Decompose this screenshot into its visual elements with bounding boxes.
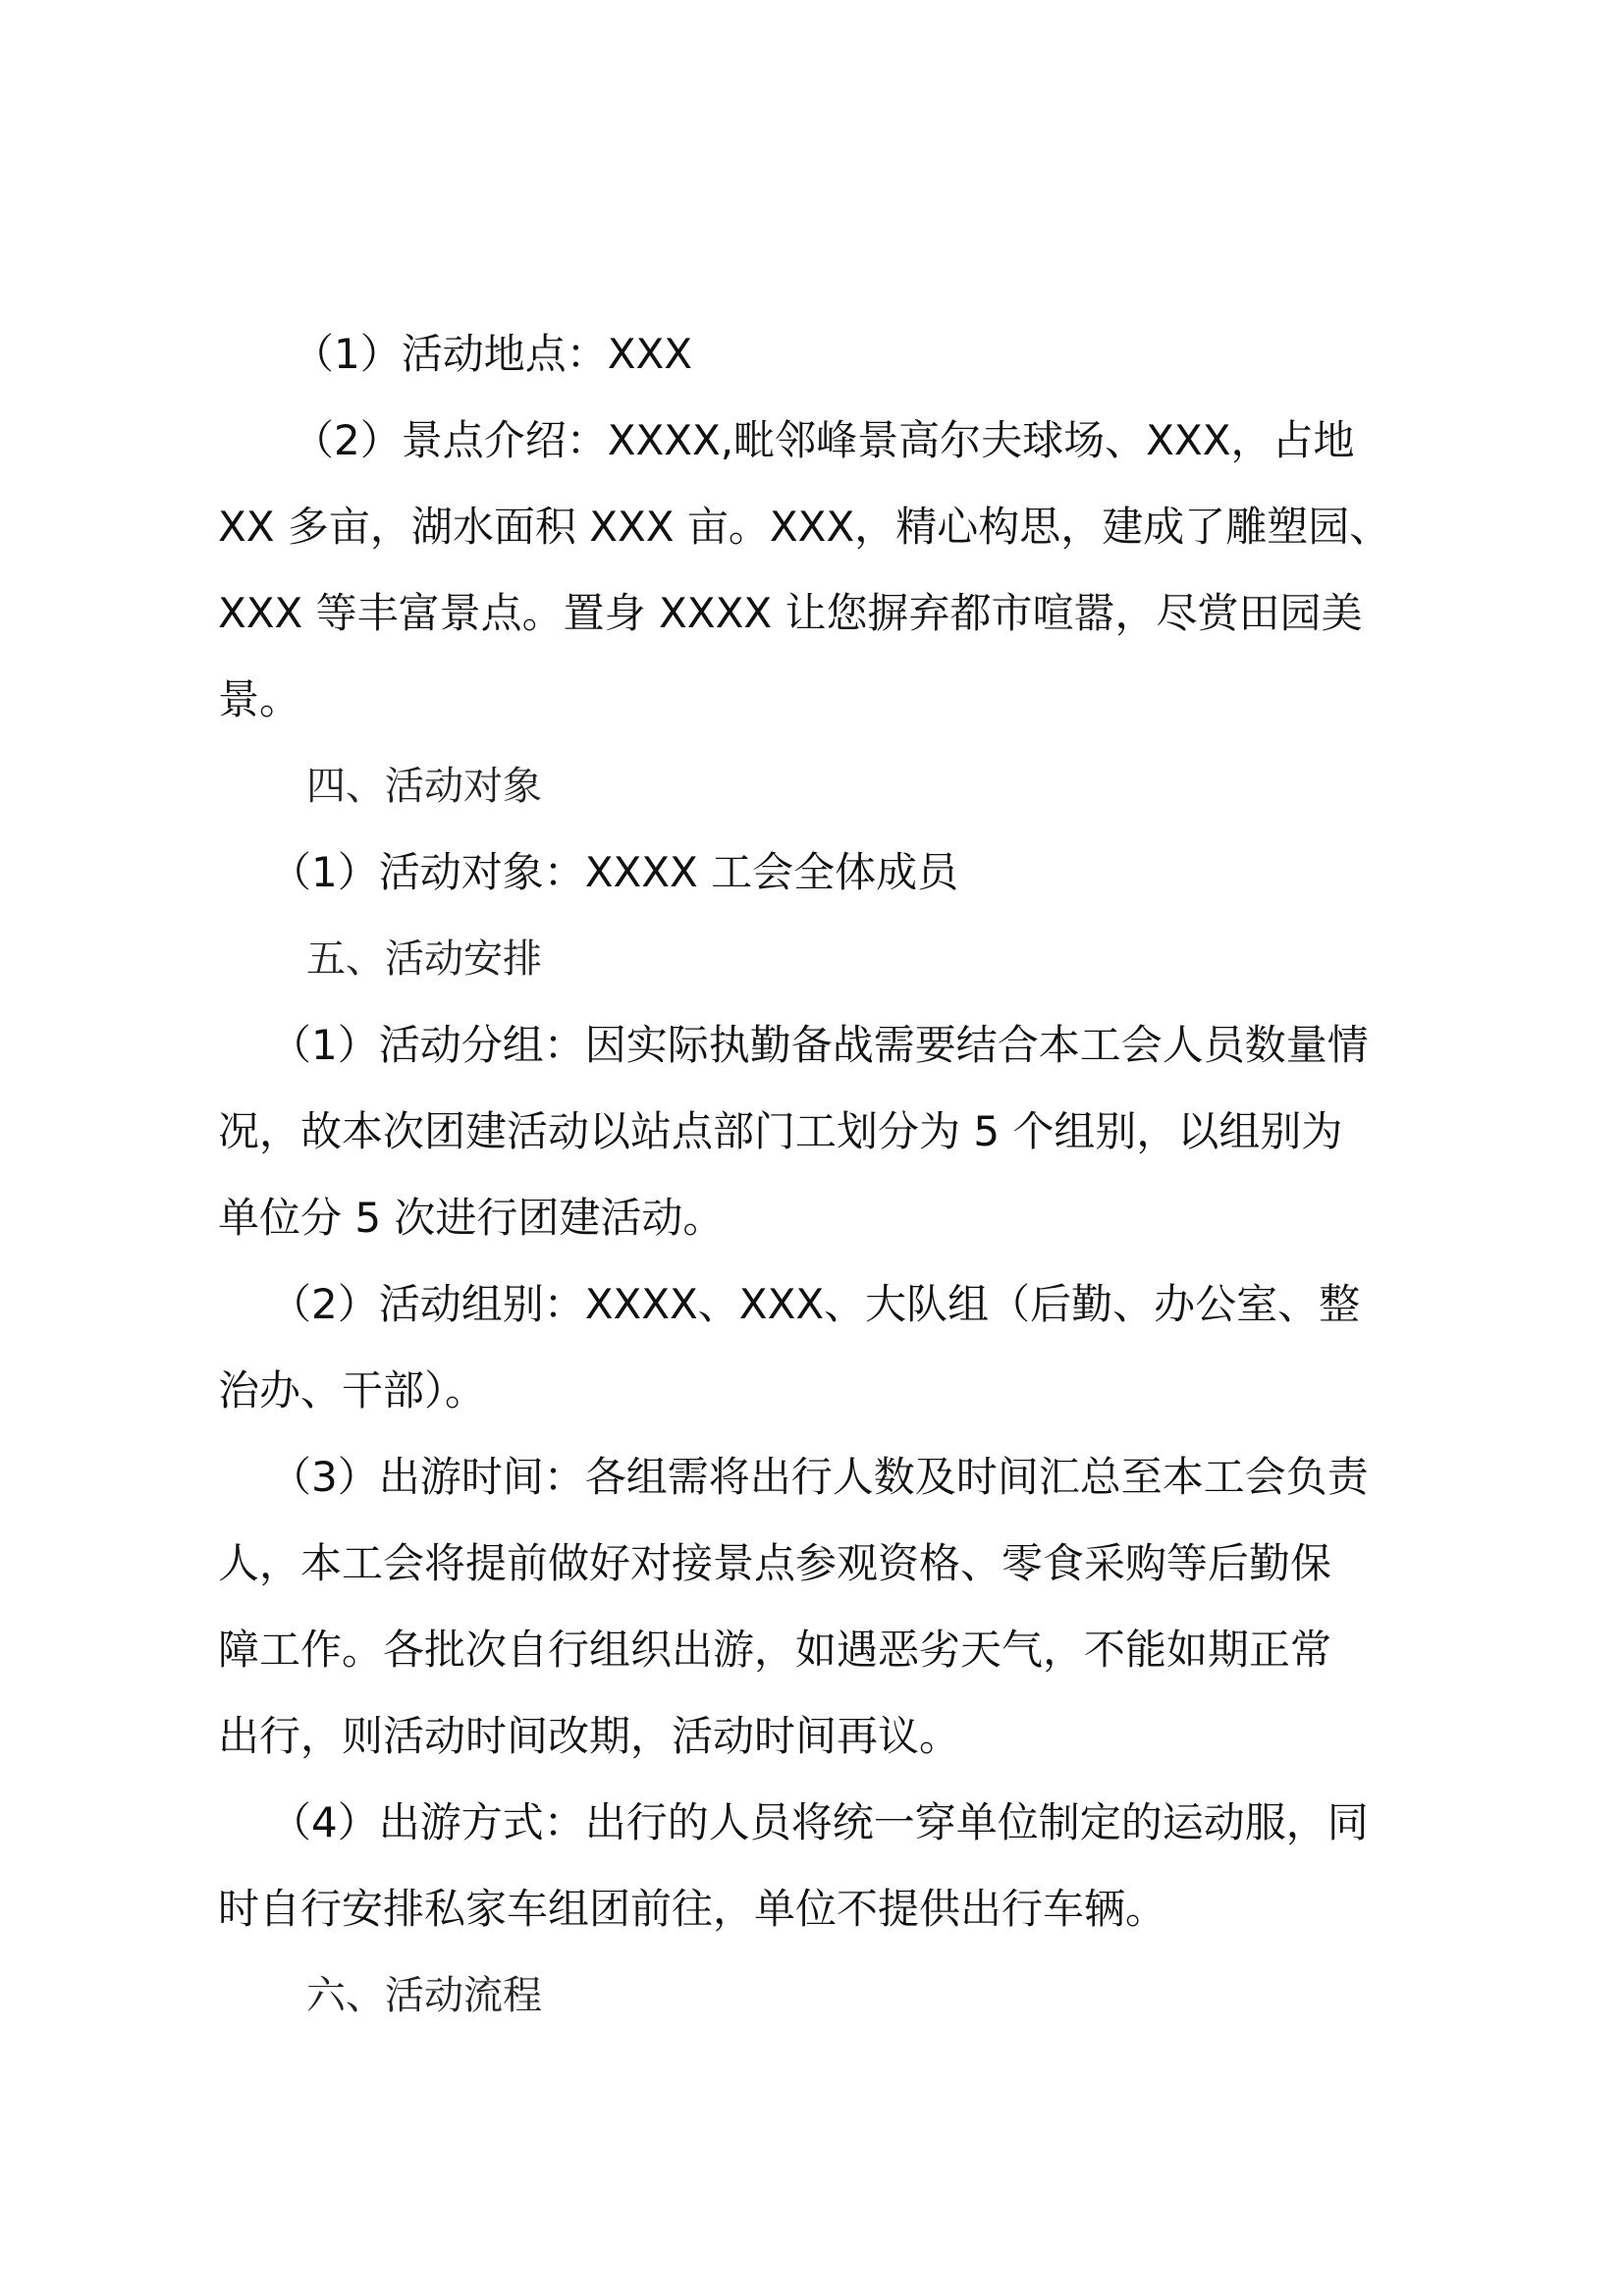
paragraph-line: 单位分 5 次进行团建活动。 [218, 1194, 725, 1242]
paragraph-line: 况，故本次团建活动以站点部门工划分为 5 个组别，以组别为 [218, 1107, 1343, 1155]
section-heading-activity-target: 四、活动对象 [306, 764, 542, 809]
section-heading-activity-arrangement: 五、活动安排 [306, 936, 542, 982]
paragraph-line-outing-time: （3）出游时间：各组需将出行人数及时间汇总至本工会负责 [270, 1453, 1369, 1501]
paragraph-line: 出行，则活动时间改期，活动时间再议。 [218, 1712, 961, 1760]
paragraph-line: 人，本工会将提前做好对接景点参观资格、零食采购等后勤保 [218, 1539, 1332, 1587]
section-heading-activity-process: 六、活动流程 [306, 1973, 542, 2018]
paragraph-line: XX 多亩，湖水面积 XXX 亩。XXX，精心构思，建成了雕塑园、 [218, 503, 1391, 551]
paragraph-line-scenic-intro: （2）景点介绍：XXXX,毗邻峰景高尔夫球场、XXX，占地 [293, 416, 1355, 464]
paragraph-line: XXX 等丰富景点。置身 XXXX 让您摒弃都市喧嚣，尽赏田园美 [218, 589, 1363, 637]
paragraph-line: 景。 [218, 675, 301, 723]
paragraph-line: 障工作。各批次自行组织出游，如遇恶劣天气，不能如期正常 [218, 1626, 1332, 1674]
paragraph-line-activity-grouping: （1）活动分组：因实际执勤备战需要结合本工会人员数量情 [270, 1021, 1369, 1069]
paragraph-line: 时自行安排私家车组团前往，单位不提供出行车辆。 [218, 1885, 1167, 1933]
paragraph-line-outing-method: （4）出游方式：出行的人员将统一穿单位制定的运动服，同 [270, 1798, 1369, 1846]
paragraph-line-activity-groups: （2）活动组别：XXXX、XXX、大队组（后勤、办公室、整 [270, 1280, 1361, 1328]
paragraph-line: 治办、干部）。 [218, 1366, 487, 1415]
paragraph-line-activity-target: （1）活动对象：XXXX 工会全体成员 [270, 848, 959, 896]
paragraph-line-activity-location: （1）活动地点：XXX [293, 330, 693, 378]
